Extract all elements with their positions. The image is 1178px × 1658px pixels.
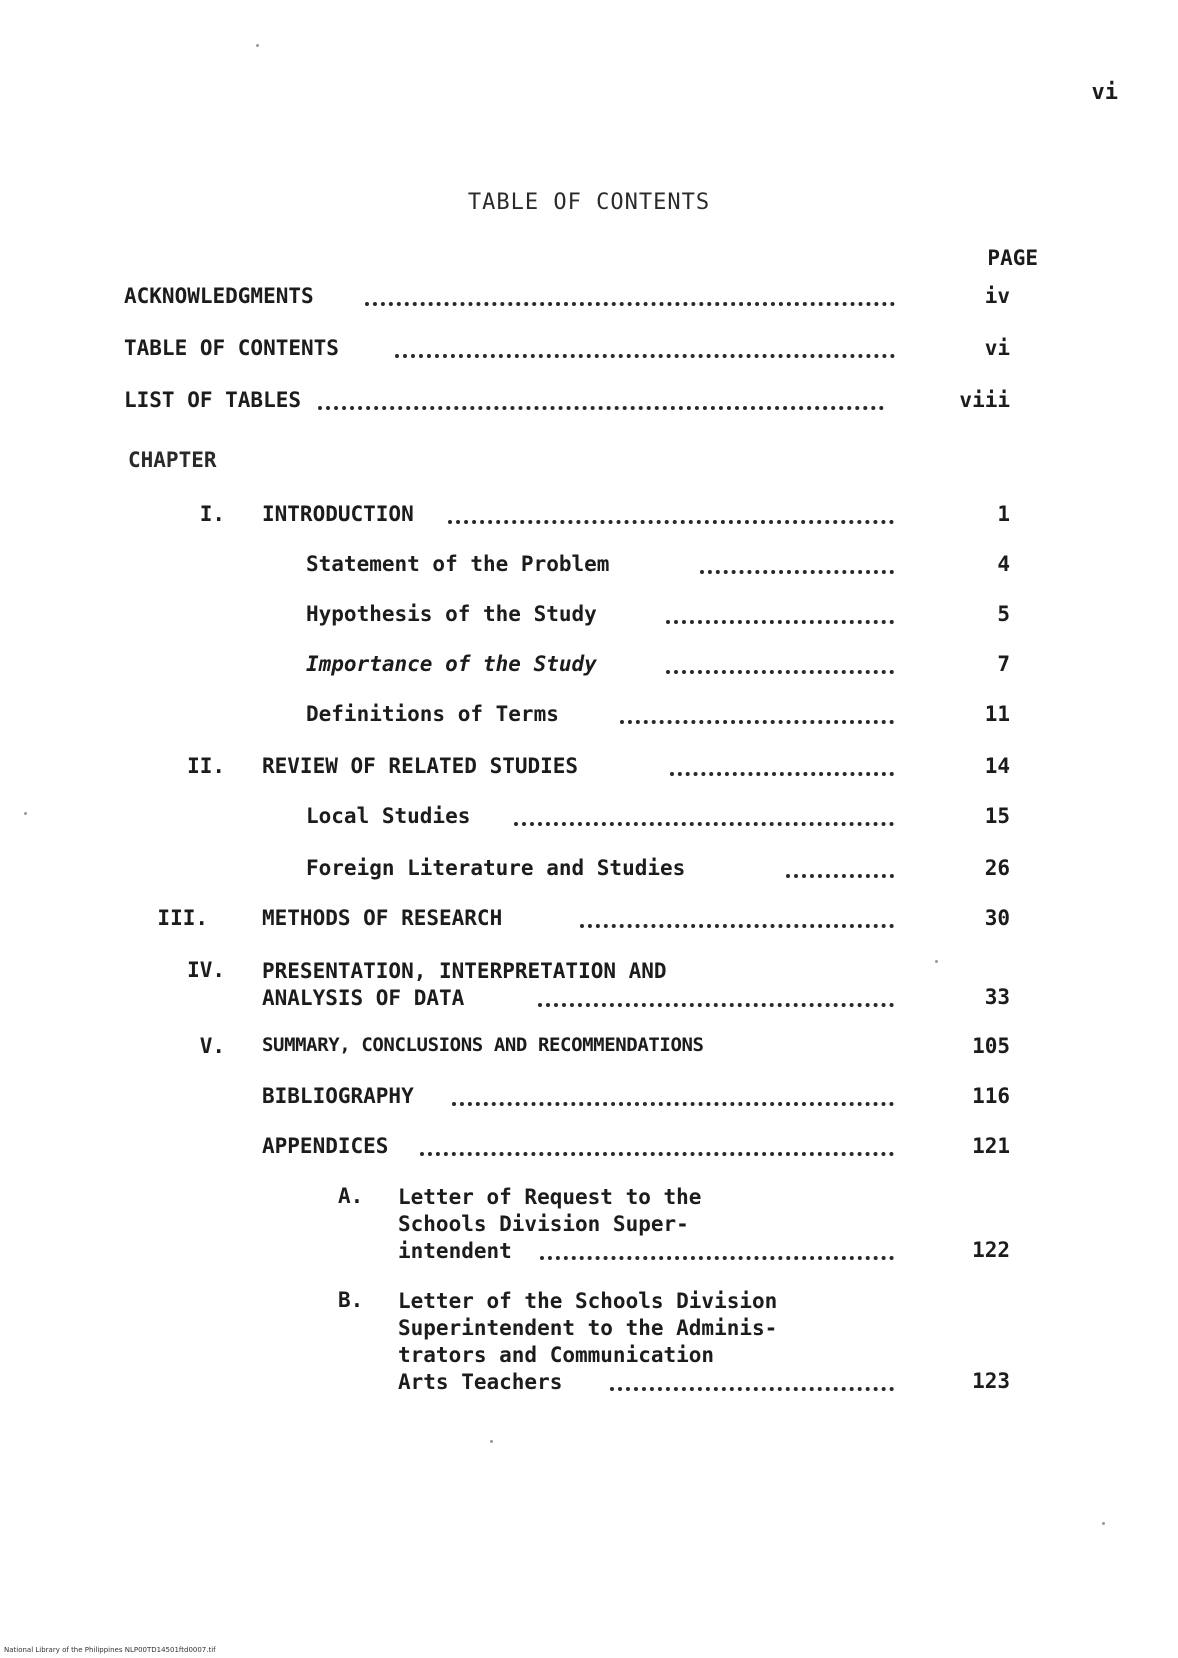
entry-title: TABLE OF CONTENTS — [124, 336, 339, 360]
scan-speck — [256, 44, 259, 47]
page-number: vi — [1091, 80, 1118, 105]
entry-title: INTRODUCTION — [262, 502, 414, 526]
entry-title-line: Letter of the Schools Division — [398, 1289, 778, 1313]
entry-title: SUMMARY, CONCLUSIONS AND RECOMMENDATIONS — [262, 1034, 704, 1056]
entry-title: Definitions of Terms — [306, 702, 559, 726]
chapter-numeral: III. — [157, 906, 208, 930]
chapter-numeral: I. — [199, 502, 225, 526]
appendix-letter: B. — [338, 1288, 364, 1312]
scan-speck — [935, 960, 938, 963]
entry-page: 105 — [972, 1034, 1010, 1058]
entry-title: Statement of the Problem — [306, 552, 610, 576]
scan-speck — [490, 1440, 493, 1443]
entry-title-line: Letter of Request to the — [398, 1185, 702, 1209]
entry-page: vi — [984, 336, 1010, 360]
entry-title: BIBLIOGRAPHY — [262, 1084, 414, 1108]
entry-page: 116 — [972, 1084, 1010, 1108]
entry-page: 1 — [997, 502, 1010, 526]
entry-page: viii — [959, 388, 1010, 412]
entry-page: 7 — [997, 652, 1010, 676]
entry-title-line: Superintendent to the Adminis- — [398, 1316, 778, 1340]
scan-speck — [24, 812, 27, 815]
appendix-letter: A. — [338, 1184, 364, 1208]
entry-title: METHODS OF RESEARCH — [262, 906, 503, 930]
entry-title-line: Schools Division Super- — [398, 1212, 689, 1236]
chapter-numeral: II. — [187, 754, 225, 778]
entry-page: 123 — [972, 1369, 1010, 1393]
entry-title-line: PRESENTATION, INTERPRETATION AND — [262, 959, 667, 983]
entry-page: 4 — [997, 552, 1010, 576]
entry-page: 15 — [984, 804, 1010, 828]
entry-title-line: ANALYSIS OF DATA — [262, 986, 465, 1010]
entry-title: LIST OF TABLES — [124, 388, 302, 412]
entry-title: Importance of the Study — [306, 652, 597, 676]
scan-footer-note: National Library of the Philippines NLP00TD14501ftd0007.tif — [4, 1646, 216, 1654]
entry-title: REVIEW OF RELATED STUDIES — [262, 754, 579, 778]
chapter-numeral: IV. — [187, 958, 225, 982]
entry-page: 33 — [984, 985, 1010, 1009]
entry-title-line: intendent — [398, 1239, 512, 1263]
entry-page: iv — [984, 284, 1010, 308]
entry-page: 30 — [984, 906, 1010, 930]
entry-title-line: trators and Communication — [398, 1343, 715, 1367]
entry-title: Hypothesis of the Study — [306, 602, 597, 626]
chapter-numeral: V. — [199, 1034, 225, 1058]
entry-title-line: Arts Teachers — [398, 1370, 563, 1394]
entry-page: 121 — [972, 1134, 1010, 1158]
entry-page: 5 — [997, 602, 1010, 626]
entry-page: 11 — [984, 702, 1010, 726]
entry-title: Foreign Literature and Studies — [306, 856, 686, 880]
entry-title: APPENDICES — [262, 1134, 389, 1158]
chapter-label: CHAPTER — [128, 448, 217, 472]
entry-page: 122 — [972, 1238, 1010, 1262]
scan-speck — [1102, 1522, 1105, 1525]
page-column-header: PAGE — [987, 246, 1038, 270]
toc-title: TABLE OF CONTENTS — [467, 190, 711, 215]
entry-page: 14 — [984, 754, 1010, 778]
entry-title: ACKNOWLEDGMENTS — [124, 284, 314, 308]
entry-page: 26 — [984, 856, 1010, 880]
entry-title: Local Studies — [306, 804, 471, 828]
